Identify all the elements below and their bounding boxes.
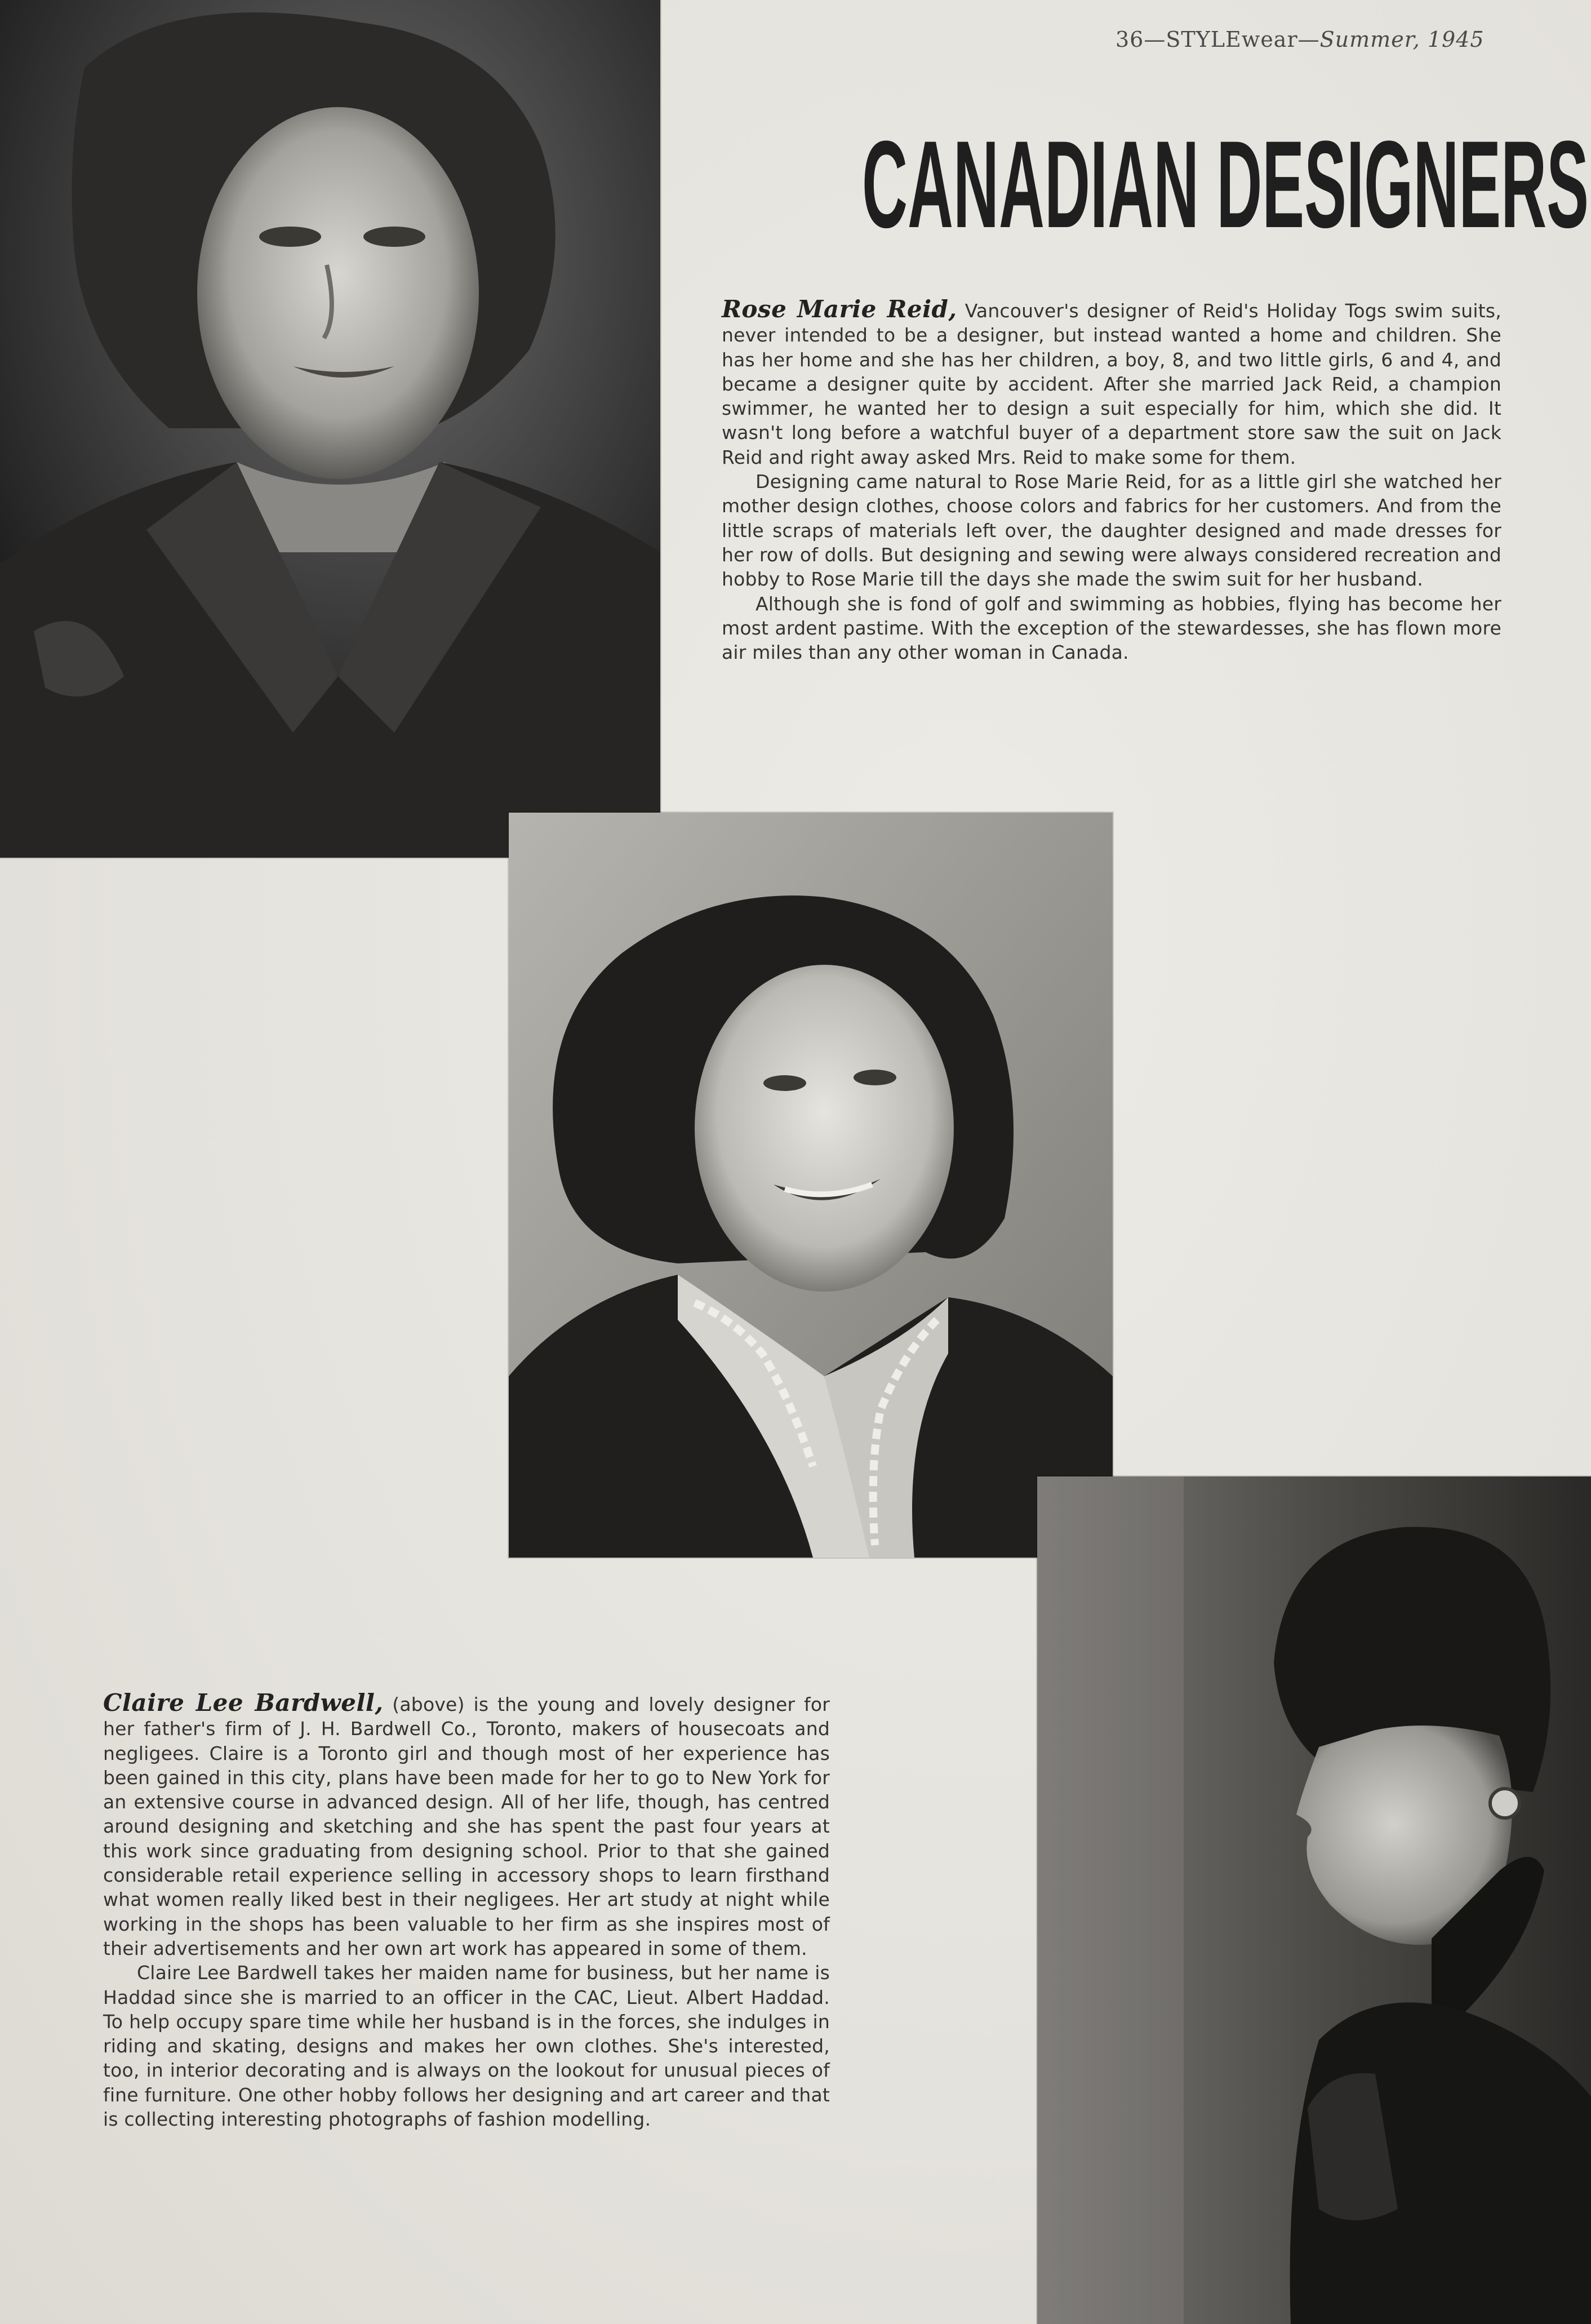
- portrait-claire-lee-bardwell-image: [509, 813, 1113, 1558]
- article-paragraph: [722, 297, 1501, 469]
- article-paragraph: Designing came natural to Rose Marie Reid, for as a little girl she watched her mother design clothes, choose colors and fabrics for her customers. And from the little scraps of materials left over, the daughter designed and made dresses for her row of dolls. But designing and sewing were always considered recreation and hobby to Rose Marie till the days she made the swim suit for her husband.: [722, 471, 1501, 591]
- issue-date: Summer, 1945: [1319, 27, 1485, 52]
- portrait-designer-profile: [1037, 1476, 1591, 2324]
- designer-name: Rose Marie Reid,: [722, 295, 957, 323]
- article-rose-marie-reid: [722, 297, 1501, 725]
- portrait-rose-marie-reid: [0, 0, 660, 858]
- portrait-rose-marie-reid-image: [0, 0, 660, 858]
- paragraph-text: Vancouver's designer of Reid's Holiday Togs swim suits, never intended to be a designer, but instead wanted a home and children. She has her home and she has her children, a boy, 8, and two little girls, 6 and 4, and became a designer quite by accident. After she married Jack Reid, a champion swimmer, he wanted her to design a suit especially for him, which she did. It wasn't long before a watchful buyer of a department store saw the suit on Jack Reid and right away asked Mrs. Reid to make some for them.: [722, 300, 1501, 468]
- headline: [851, 59, 1591, 251]
- article-paragraph: Although she is fond of golf and swimming as hobbies, flying has become her most ardent pastime. With the exception of the stewardesses, she has flown more air miles than any other woman in Canada.: [722, 592, 1501, 664]
- magazine-name: STYLEwear: [1166, 27, 1298, 52]
- page-folio: 36—STYLEwear—Summer, 1945: [1116, 27, 1485, 52]
- portrait-claire-lee-bardwell: [509, 813, 1113, 1558]
- headline-svg: [851, 59, 1591, 251]
- headline-text: CANADIAN DESIGNERS: [862, 115, 1589, 251]
- article-claire-lee-bardwell: [103, 1691, 830, 2243]
- portrait-designer-profile-image: [1037, 1476, 1591, 2324]
- designer-name: Claire Lee Bardwell,: [103, 1689, 384, 1717]
- page-number: 36: [1116, 27, 1144, 52]
- article-paragraph: [103, 1691, 830, 1961]
- paragraph-text: (above) is the young and lovely designer for her father's firm of J. H. Bardwell Co., Toronto, makers of housecoats and negligees. Claire is a Toronto girl and though most of her experience has been gained in this city, plans have been made for her to go to New York for an extensive course in advanced design. All of her life, though, has centred around designing and sketching and she has spent the past four years at this work since graduating from designing school. Prior to that she gained considerable retail experience selling in accessory shops to learn firsthand what women really liked best in their negligees. Her art study at night while working in the shops has been valuable to her firm as she inspires most of their advertisements and her own art work has appeared in some of them.: [103, 1693, 830, 1959]
- article-paragraph: Claire Lee Bardwell takes her maiden name for business, but her name is Haddad since she is married to an officer in the CAC, Lieut. Albert Haddad. To help occupy spare time while her husband is in the forces, she indulges in riding and skating, designs and makes her own clothes. She's interested, too, in interior decorating and is always on the lookout for unusual pieces of fine furniture. One other hobby follows her designing and art career and that is collecting interesting photographs of fashion modelling.: [103, 1962, 830, 2131]
